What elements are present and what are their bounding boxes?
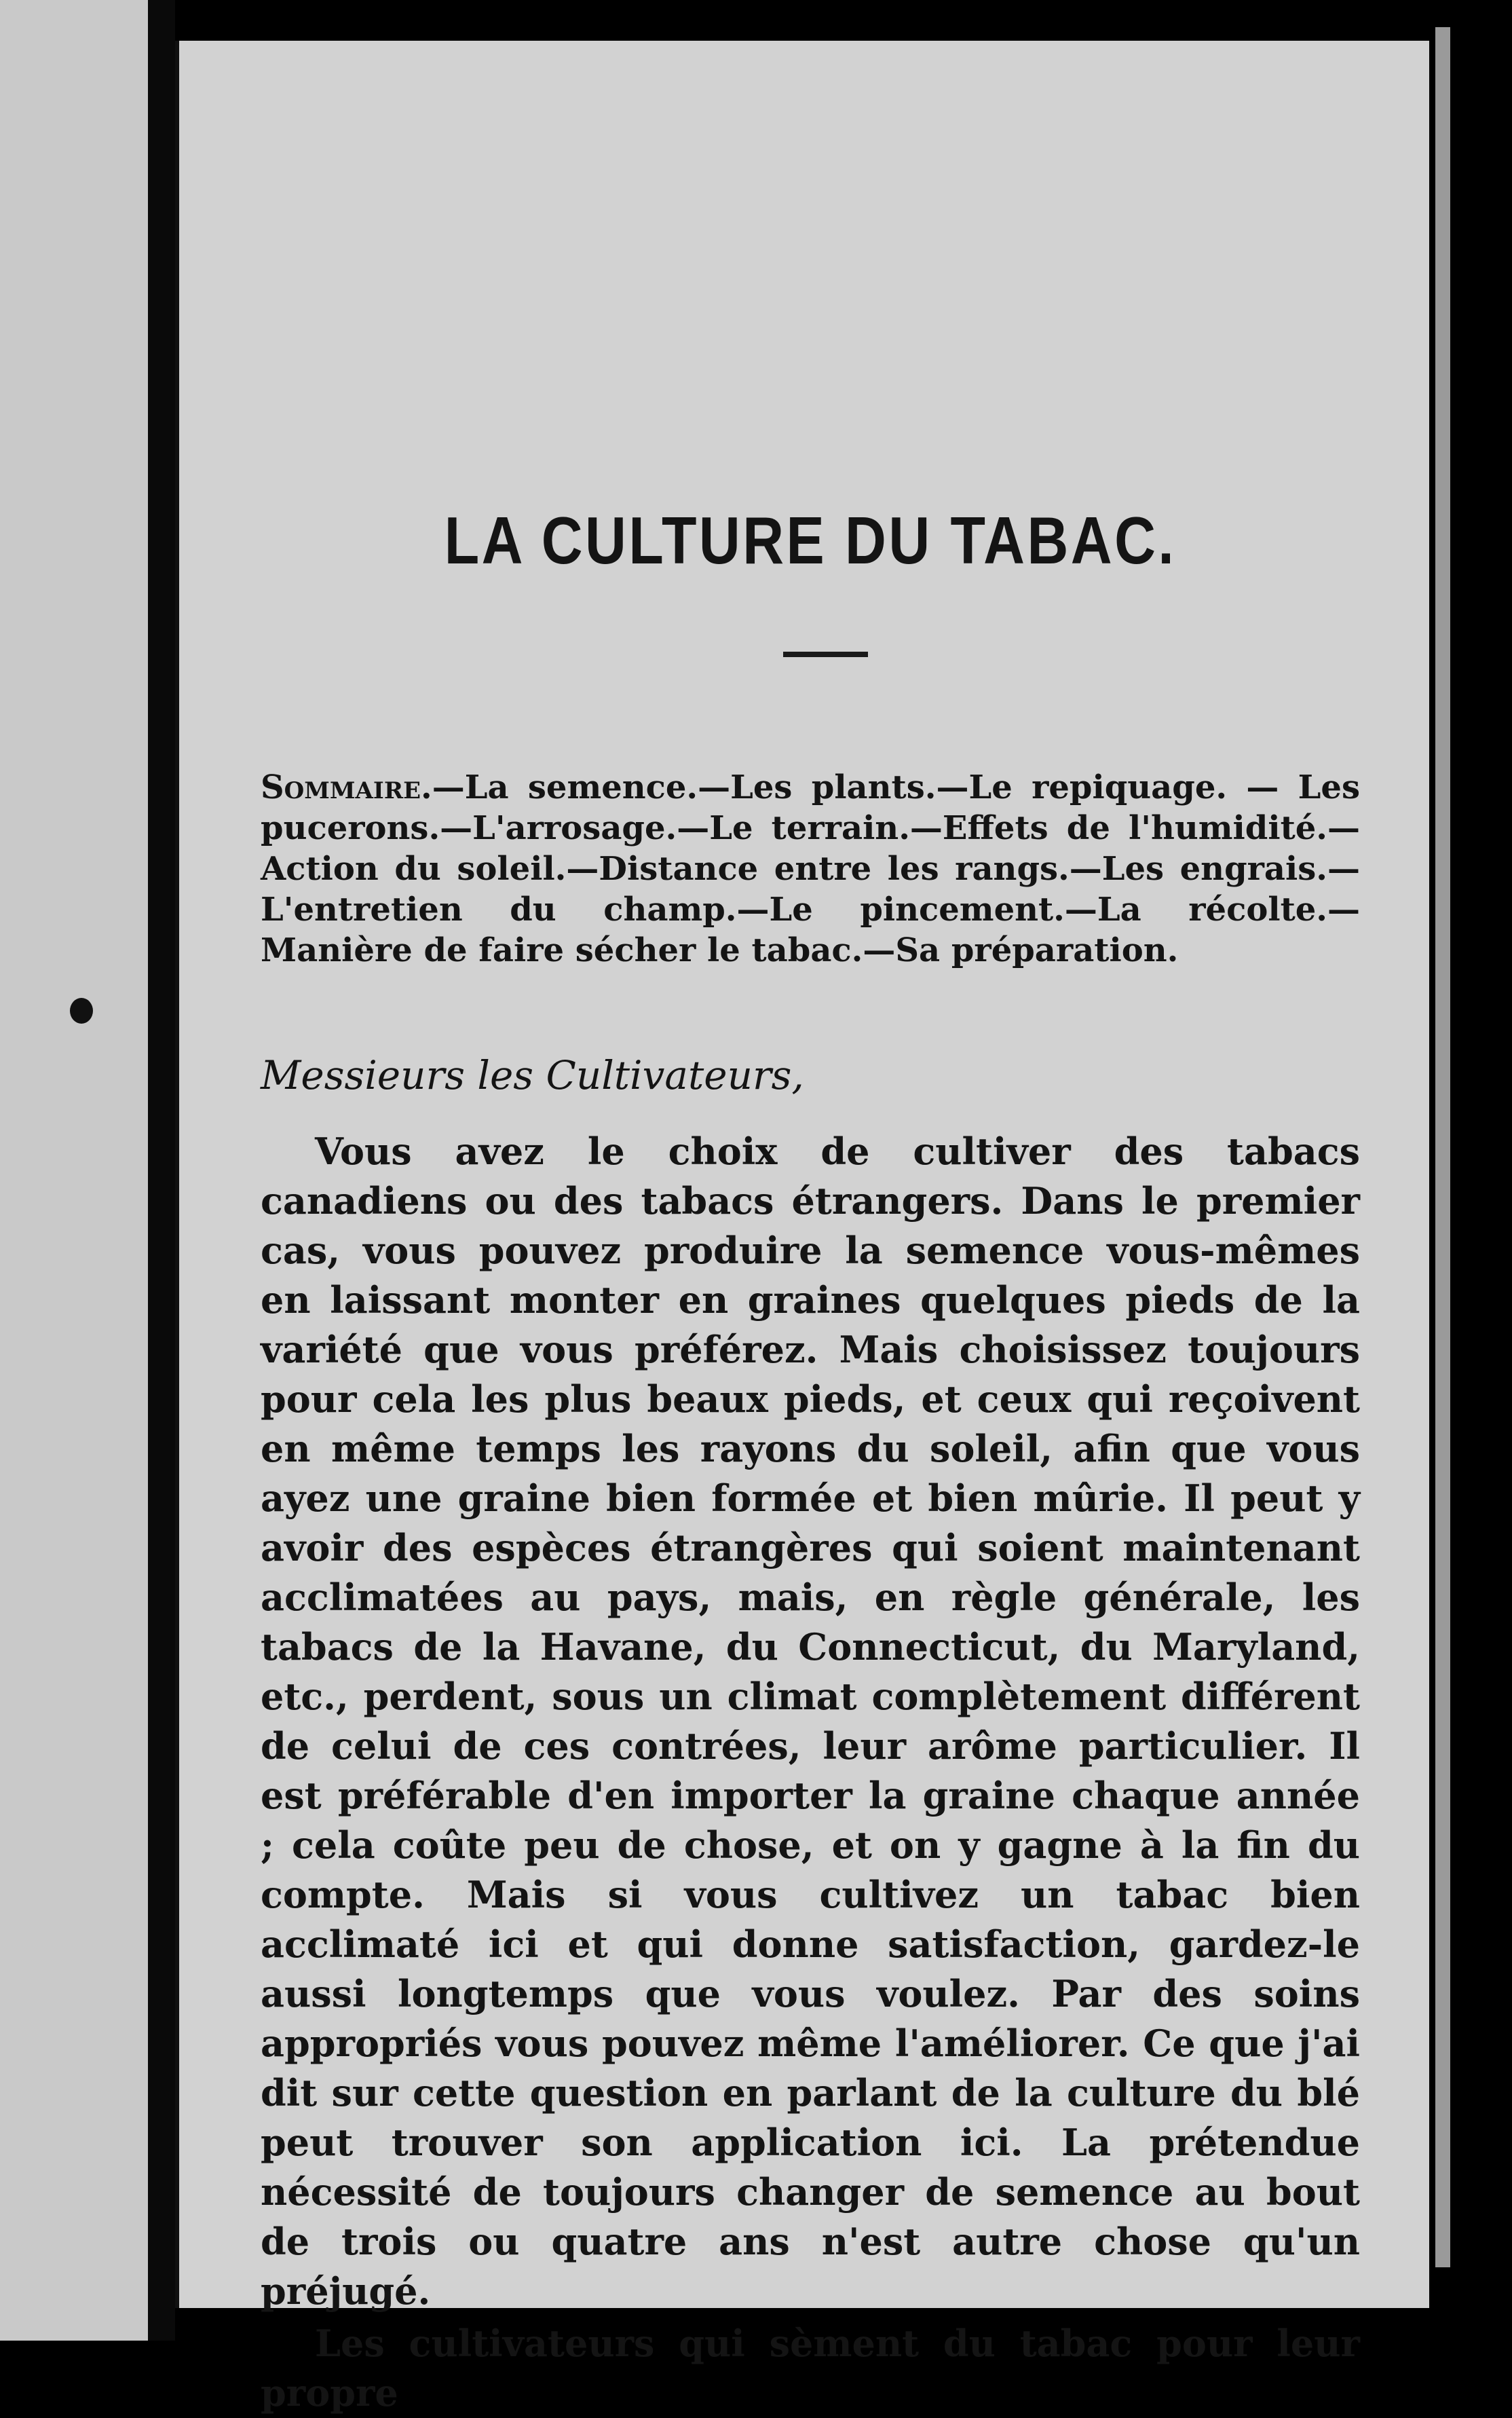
title-divider [783,652,868,657]
page-gutter [148,0,175,2341]
summary-label: Sommaire. [261,768,432,806]
paragraph: Vous avez le choix de cultiver des tabacs canadiens ou des tabacs étrangers. Dans le premier cas, vous pouvez produire la semence vous-mêmes en laissant monter en graines quelques pieds de la variété que vous préférez. Mais choisissez toujours pour cela les plus beaux pieds, et ceux qui reçoivent en même temps les rayons du soleil, afin que vous ayez une graine bien formée et bien mûrie. Il peut y avoir des espèces étrangères qui soient maintenant acclimatées au pays, mais, en règle générale, les tabacs de la Havane, du Connecticut, du Maryland, etc., perdent, sous un climat complètement différent de celui de ces contrées, leur arôme particulier. Il est préférable d'en importer la graine chaque année ; cela coûte peu de chose, et on y gagne à la fin du compte. Mais si vous cultivez un tabac bien acclimaté ici et qui donne satisfaction, gardez-le aussi longtemps que vous voulez. Par des soins appropriés vous pouvez même l'améliorer. Ce que j'ai dit sur cette question en parlant de la culture du blé peut trouver son application ici. La prétendue nécessité de toujours changer de semence au bout de trois ou quatre ans n'est autre chose qu'un préjugé. [261,1130,1360,2313]
page-edge-strip [1435,27,1450,2267]
paragraph: Les cultivateurs qui sèment du tabac pour leur propre [261,2322,1360,2415]
summary-text: —La semence.—Les plants.—Le repiquage. — Les pucerons.—L'arrosage.—Le terrain.—Effets de l'humidité.—Action du soleil.—Distance entre les rangs.—Les engrais.—L'entretien du champ.—Le pincement.—La récolte.—Manière de faire sécher le tabac.—Sa préparation. [261,768,1360,969]
page-title: LA CULTURE DU TABAC. [444,503,1177,578]
summary [261,767,1360,971]
body-text [261,1127,1360,2418]
document-page [175,41,1429,2415]
salutation: Messieurs les Cultivateurs, [261,1052,804,1098]
adjacent-page-edge [0,0,162,2341]
ink-blot [70,998,93,1024]
